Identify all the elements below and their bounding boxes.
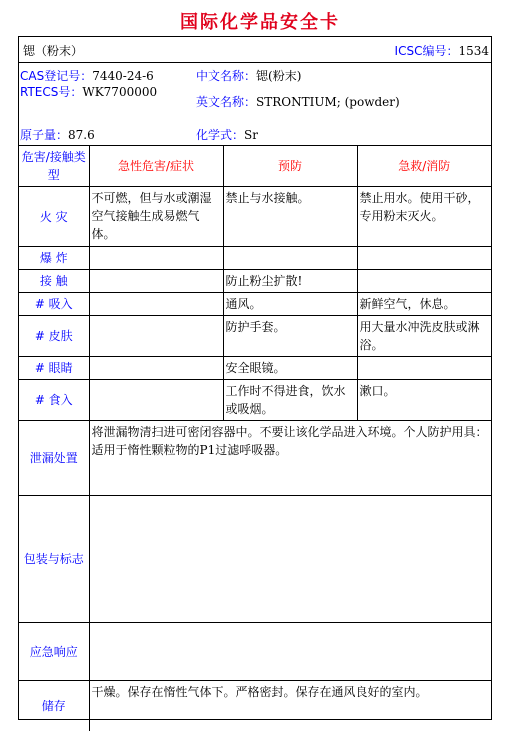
row-type: 接 触	[19, 270, 89, 293]
english-name	[196, 93, 400, 110]
header-aid: 急救/消防	[357, 146, 491, 187]
table-row	[19, 270, 491, 293]
header-prevention: 预防	[223, 146, 357, 187]
section-label: 储存	[19, 681, 89, 731]
divider	[19, 62, 491, 63]
row-type: # 吸入	[19, 293, 89, 316]
card-title: 国际化学品安全卡	[180, 12, 340, 33]
row-hazard: 不可燃，但与水或潮湿空气接触生成易燃气体。	[89, 187, 223, 247]
row-hazard	[89, 270, 223, 293]
row-hazard	[89, 357, 223, 380]
row-aid: 用大量水冲洗皮肤或淋浴。	[357, 316, 491, 357]
section-text	[89, 496, 491, 623]
section-text	[89, 623, 491, 681]
row-prevention: 禁止与水接触。	[223, 187, 357, 247]
storage-section	[19, 681, 491, 731]
atomic-weight	[20, 126, 95, 143]
header-type: 危害/接触类型	[19, 146, 89, 187]
row-aid: 漱口。	[357, 380, 491, 421]
chemical-formula	[196, 126, 258, 143]
row-hazard	[89, 316, 223, 357]
cn-name-value: 锶(粉末)	[256, 69, 302, 83]
row-aid	[357, 247, 491, 270]
rtecs-number	[20, 83, 157, 100]
en-name-label: 英文名称：	[196, 95, 257, 109]
chinese-name	[196, 67, 301, 84]
cas-number	[20, 67, 154, 84]
table-row	[19, 316, 491, 357]
row-prevention: 防止粉尘扩散!	[223, 270, 357, 293]
section-label: 应急响应	[19, 623, 89, 681]
cn-name-label: 中文名称：	[196, 69, 257, 83]
header-hazard: 急性危害/症状	[89, 146, 223, 187]
section-text: 将泄漏物清扫进可密闭容器中。不要让该化学品进入环境。个人防护用具：适用于惰性颗粒物的P1过滤呼吸器。	[89, 421, 491, 496]
section-label: 包装与标志	[19, 496, 89, 623]
packaging-section	[19, 496, 491, 623]
emergency-section	[19, 623, 491, 681]
row-type: # 皮肤	[19, 316, 89, 357]
table-row	[19, 293, 491, 316]
row-aid: 新鲜空气，休息。	[357, 293, 491, 316]
cas-label: CAS登记号：	[20, 69, 93, 83]
weight-value: 87.6	[68, 128, 95, 142]
row-type: # 食入	[19, 380, 89, 421]
row-prevention: 安全眼镜。	[223, 357, 357, 380]
table-row	[19, 187, 491, 247]
row-prevention: 通风。	[223, 293, 357, 316]
rtecs-value: WK7700000	[82, 85, 158, 99]
table-row	[19, 247, 491, 270]
formula-label: 化学式：	[196, 128, 245, 142]
row-hazard	[89, 380, 223, 421]
section-text: 干燥。保存在惰性气体下。严格密封。保存在通风良好的室内。	[89, 681, 491, 731]
substance-name: 锶（粉末）	[23, 44, 84, 58]
cas-value: 7440-24-6	[92, 69, 154, 83]
hazard-table	[19, 145, 491, 731]
row-hazard	[89, 293, 223, 316]
icsc-value: 1534	[458, 44, 489, 58]
row-aid	[357, 270, 491, 293]
formula-value: Sr	[244, 128, 258, 142]
row-aid	[357, 357, 491, 380]
safety-card	[18, 36, 492, 720]
row-prevention: 工作时不得进食，饮水或吸烟。	[223, 380, 357, 421]
row-aid: 禁止用水。使用干砂，专用粉末灭火。	[357, 187, 491, 247]
row-hazard	[89, 247, 223, 270]
en-name-value: STRONTIUM; (powder)	[256, 95, 400, 109]
row-prevention: 防护手套。	[223, 316, 357, 357]
row-prevention	[223, 247, 357, 270]
row-type: # 眼睛	[19, 357, 89, 380]
weight-label: 原子量：	[20, 128, 69, 142]
icsc-label: ICSC编号：	[394, 44, 459, 58]
table-header-row	[19, 146, 491, 187]
spill-section	[19, 421, 491, 496]
row-type: 火 灾	[19, 187, 89, 247]
row-type: 爆 炸	[19, 247, 89, 270]
table-row	[19, 357, 491, 380]
icsc-number	[395, 42, 489, 59]
table-row	[19, 380, 491, 421]
rtecs-label: RTECS号：	[20, 85, 83, 99]
section-label: 泄漏处置	[19, 421, 89, 496]
